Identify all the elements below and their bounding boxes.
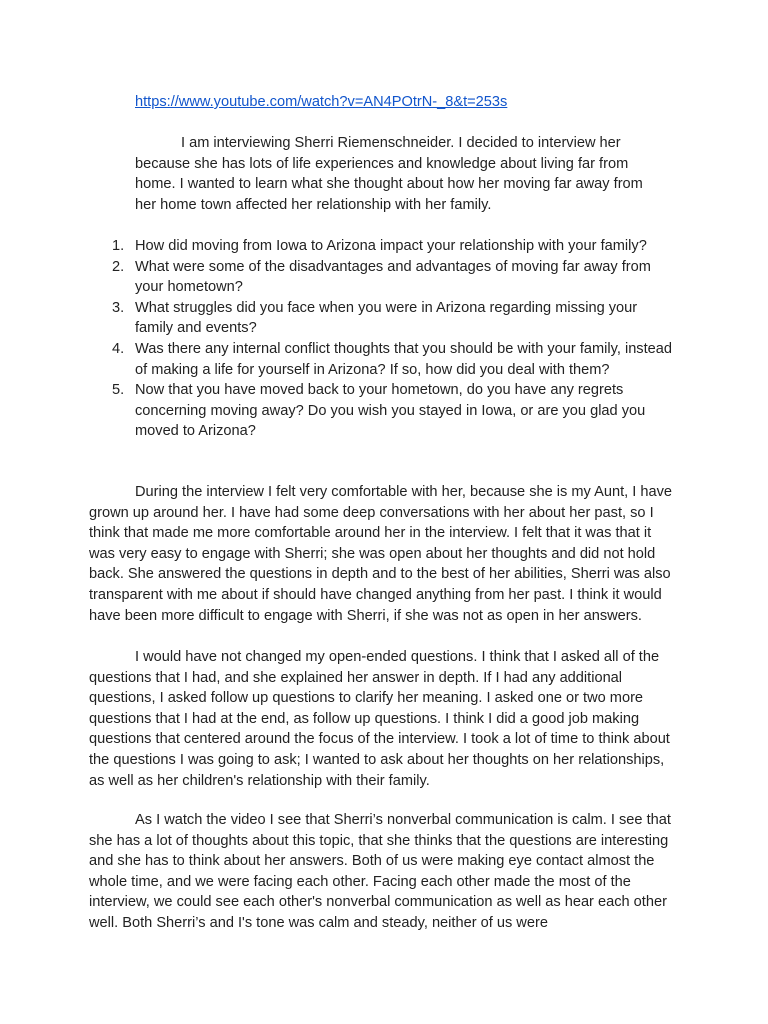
interview-questions-list (89, 236, 679, 442)
question-item (89, 339, 679, 380)
question-number: 3. (112, 299, 125, 316)
youtube-link[interactable]: https://www.youtube.com/watch?v=AN4POtrN-_8&t=253s (135, 94, 508, 110)
question-text: What were some of the disadvantages and advantages of moving far away from your hometown? (135, 258, 651, 296)
body-paragraph-nonverbal: As I watch the video I see that Sherri’s nonverbal communication is calm. I see that she has a lot of thoughts about this topic, that she thinks that the questions are interesting and she has to think about her answers. Both of us were making eye contact almost the whole time, and we were facing each other. Facing each other made the most of the interview, we could see each other's nonverbal communication as well as hear each other well. Both Sherri’s and I's tone was calm and steady, neither of us were (89, 812, 671, 931)
body-paragraph-comfort: During the interview I felt very comfortable with her, because she is my Aunt, I have grown up around her. I have had some deep conversations with her about her past, so I think that made me more comfortable around her in the interview. I felt that it was that it was very easy to engage with Sherri; she was open about her thoughts and did not hold back. She answered the questions in depth and to the best of her abilities, Sherri was also transparent with me about if should have changed anything from her past. I think it would have been more difficult to engage with Sherri, if she was not as open in her answers. (89, 484, 672, 624)
question-item (89, 257, 679, 298)
question-number: 5. (112, 382, 125, 399)
question-text: Now that you have moved back to your hometown, do you have any regrets concerning moving away? Do you wish you stayed in Iowa, or are you glad you moved to Arizona? (135, 382, 646, 440)
intro-paragraph: I am interviewing Sherri Riemenschneider. I decided to interview her because she has lots of life experiences and knowledge about living far from home. I wanted to learn what she thought about how her moving far away from her home town affected her relationship with her family. (135, 135, 643, 213)
question-text: Was there any internal conflict thoughts that you should be with your family, instead of making a life for yourself in Arizona? If so, how did you deal with them? (135, 340, 673, 378)
question-item (89, 298, 679, 339)
question-text: What struggles did you face when you were in Arizona regarding missing your family and events? (135, 299, 638, 337)
body-paragraph-questions: I would have not changed my open-ended questions. I think that I asked all of the questions that I had, and she explained her answer in depth. If I had any additional questions, I asked follow up questions to clarify her meaning. I asked one or two more questions that I had at the end, as follow up questions. I think I did a good job making questions that centered around the focus of the interview. I took a lot of time to think about the questions I was going to ask; I wanted to ask about her thoughts on her relationships, as well as her children's relationship with their family. (89, 649, 670, 789)
question-item (89, 380, 679, 442)
question-number: 2. (112, 258, 125, 275)
question-number: 1. (112, 238, 125, 254)
question-text: How did moving from Iowa to Arizona impact your relationship with your family? (135, 238, 647, 254)
question-item (89, 236, 679, 257)
question-number: 4. (112, 340, 125, 357)
